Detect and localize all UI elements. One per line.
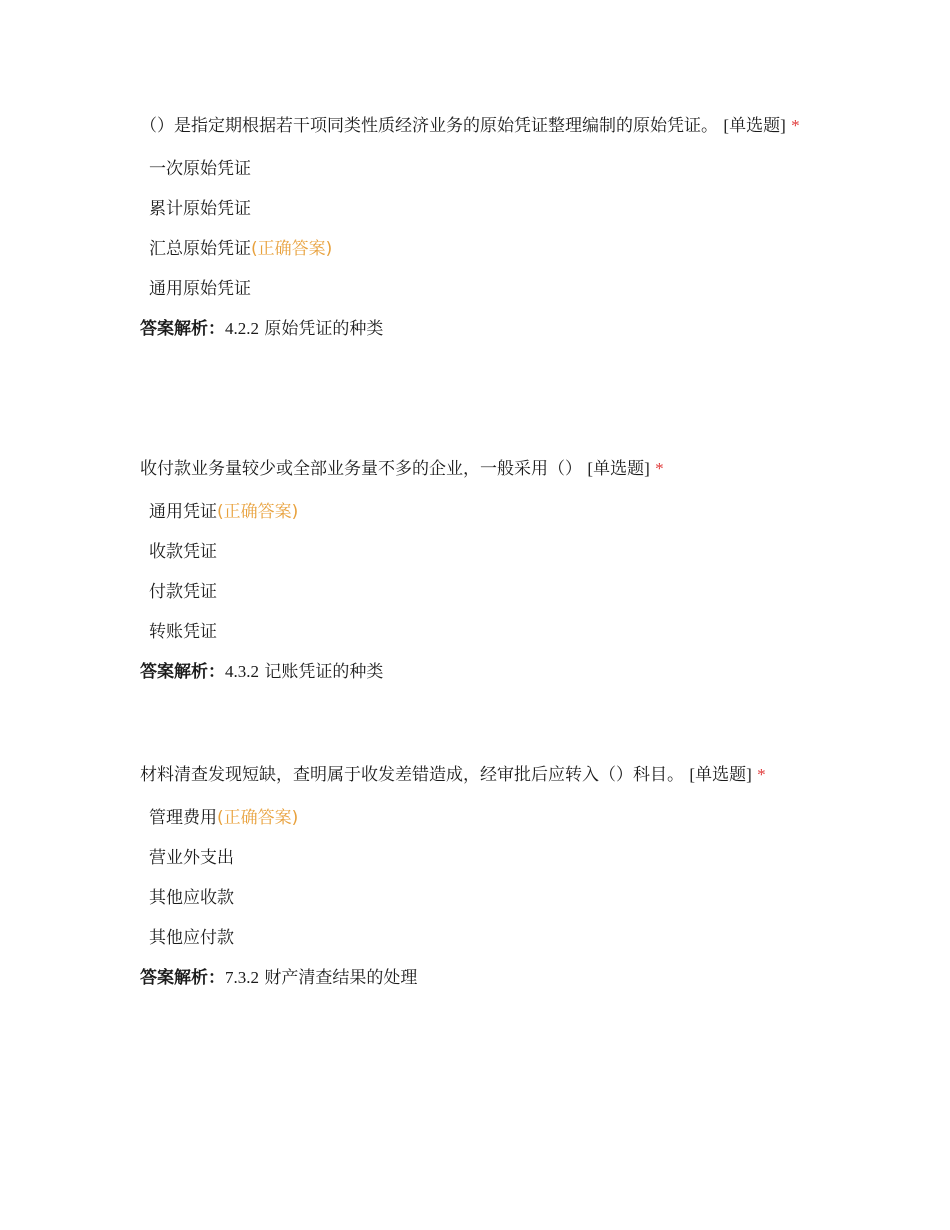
answer-analysis [140, 652, 812, 692]
option-list [140, 492, 812, 652]
option[interactable] [140, 798, 812, 838]
option-label: 转账凭证 [149, 622, 217, 642]
option-label: 累计原始凭证 [149, 199, 251, 219]
option-label: 通用凭证 [149, 502, 217, 522]
analysis-label: 答案解析： [140, 662, 225, 682]
option-label: 汇总原始凭证 [149, 239, 251, 259]
option-label: 其他应付款 [149, 928, 234, 948]
option[interactable] [140, 269, 812, 309]
question-title [140, 756, 812, 794]
analysis-label: 答案解析： [140, 319, 225, 339]
option-label: 付款凭证 [149, 582, 217, 602]
required-mark: * [655, 459, 664, 478]
analysis-label: 答案解析： [140, 968, 225, 988]
correct-answer-tag: (正确答案) [251, 239, 333, 259]
analysis-number: 7.3.2 [225, 968, 259, 987]
option[interactable] [140, 492, 812, 532]
option[interactable] [140, 878, 812, 918]
required-mark: * [757, 765, 766, 784]
option[interactable] [140, 918, 812, 958]
option[interactable] [140, 189, 812, 229]
question-2 [140, 450, 812, 692]
option[interactable] [140, 149, 812, 189]
question-text: （）是指定期根据若干项同类性质经济业务的原始凭证整理编制的原始凭证。 [140, 116, 718, 136]
question-title [140, 450, 812, 488]
answer-analysis [140, 958, 812, 998]
option-label: 管理费用 [149, 808, 217, 828]
question-1 [140, 107, 812, 349]
analysis-text: 原始凭证的种类 [264, 319, 384, 339]
option-label: 通用原始凭证 [149, 279, 251, 299]
option-list [140, 149, 812, 309]
option[interactable] [140, 838, 812, 878]
required-mark: * [791, 116, 800, 135]
analysis-text: 财产清查结果的处理 [264, 968, 418, 988]
option[interactable] [140, 532, 812, 572]
correct-answer-tag: (正确答案) [217, 808, 299, 828]
analysis-number: 4.3.2 [225, 662, 259, 681]
correct-answer-tag: (正确答案) [217, 502, 299, 522]
answer-analysis [140, 309, 812, 349]
analysis-number: 4.2.2 [225, 319, 259, 338]
question-title [140, 107, 812, 145]
question-text: 材料清查发现短缺，查明属于收发差错造成，经审批后应转入（）科目。 [140, 765, 684, 785]
question-type: [单选题] [723, 116, 786, 135]
option-label: 营业外支出 [149, 848, 234, 868]
option[interactable] [140, 612, 812, 652]
option[interactable] [140, 572, 812, 612]
analysis-text: 记账凭证的种类 [264, 662, 384, 682]
question-type: [单选题] [689, 765, 752, 784]
option-label: 其他应收款 [149, 888, 234, 908]
option[interactable] [140, 229, 812, 269]
question-text: 收付款业务量较少或全部业务量不多的企业，一般采用（） [140, 459, 582, 479]
option-label: 收款凭证 [149, 542, 217, 562]
question-type: [单选题] [587, 459, 650, 478]
question-3 [140, 756, 812, 998]
option-list [140, 798, 812, 958]
option-label: 一次原始凭证 [149, 159, 251, 179]
